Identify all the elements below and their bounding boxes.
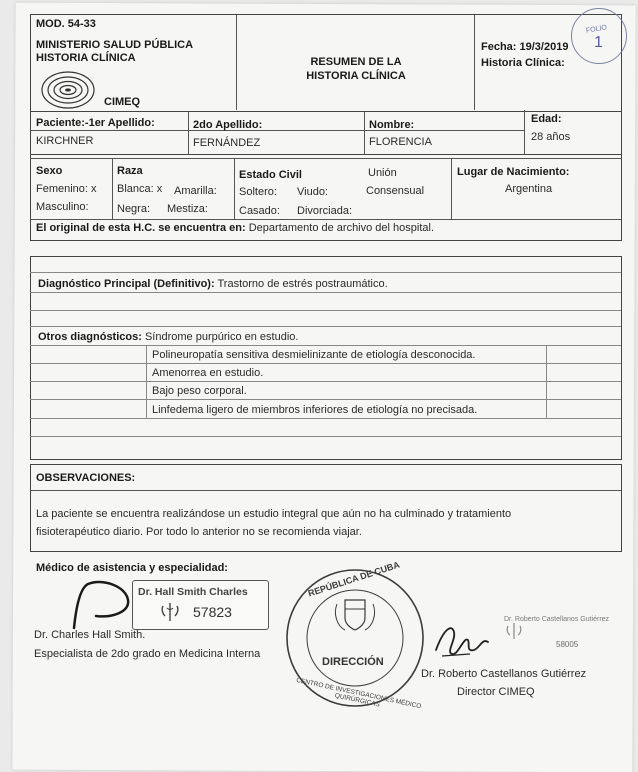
ministry-name: MINISTERIO SALUD PÚBLICA — [36, 39, 194, 51]
record-type: HISTORIA CLÍNICA — [36, 52, 136, 64]
civil-widowed: Viudo: — [297, 186, 328, 198]
age-label: Edad: — [531, 113, 562, 125]
doctor-stamp-name: Dr. Hall Smith Charles — [138, 586, 248, 598]
doctor-specialty: Especialista de 2do grado en Medicina Interna — [34, 648, 261, 660]
doc-title — [240, 55, 472, 83]
folio-number: 1 — [594, 34, 603, 51]
doc-title-line2: HISTORIA CLÍNICA — [306, 70, 406, 82]
director-name: Dr. Roberto Castellanos Gutiérrez — [421, 668, 587, 680]
seal-center-text: DIRECCIÓN — [322, 656, 384, 668]
director-stamp-icon — [504, 622, 524, 640]
sex-label: Sexo — [36, 165, 63, 177]
other-diagnosis-item: Amenorrea en estudio. — [152, 367, 264, 379]
record-number-field: Historia Clínica: — [481, 57, 565, 69]
main-diagnosis-label: Diagnóstico Principal (Definitivo): — [38, 278, 215, 290]
main-diagnosis-value: Trastorno de estrés postraumático. — [217, 278, 388, 290]
name-value: FLORENCIA — [369, 136, 432, 148]
sex-male: Masculino: — [36, 201, 89, 213]
seal-side-text: CENTRO DE INVESTIGACIONES MÉDICO QUIRÚRGICAS — [295, 676, 422, 711]
surname1-label: Paciente:-1er Apellido: — [36, 117, 155, 129]
logo-label: CIMEQ — [104, 96, 141, 108]
observations-line1: La paciente se encuentra realizándose un estudio integral que aún no ha culminado y tratamiento — [36, 508, 512, 520]
other-diagnosis-item: Polineuropatía sensitiva desmielinizante de etiología desconocida. — [152, 349, 476, 361]
attending-physician-label: Médico de asistencia y especialidad: — [36, 562, 228, 574]
director-stamp-number: 58005 — [556, 640, 579, 649]
observations-line2: fisioterapéutico diario. Por todo lo anterior no se recomienda viajar. — [36, 526, 362, 538]
name-label: Nombre: — [369, 119, 415, 131]
main-diagnosis — [38, 278, 388, 290]
director-stamp-name: Dr. Roberto Castellanos Gutiérrez — [504, 616, 610, 623]
form-code: MOD. 54-33 — [36, 18, 96, 30]
civil-status-label: Estado Civil — [239, 169, 302, 181]
observations-label: OBSERVACIONES: — [36, 472, 136, 484]
surname2-value: FERNÁNDEZ — [193, 137, 261, 149]
other-diagnoses — [38, 331, 298, 343]
race-yellow: Amarilla: — [174, 185, 217, 197]
caduceus-icon — [158, 602, 182, 622]
seal-top-text: REPÚBLICA DE CUBA — [306, 559, 401, 599]
date-field: Fecha: 19/3/2019 — [481, 41, 569, 53]
race-mixed: Mestiza: — [167, 203, 208, 215]
original-location-label: El original de esta H.C. se encuentra en: — [36, 222, 246, 234]
race-label: Raza — [117, 165, 143, 177]
director-signature-icon — [430, 618, 496, 664]
civil-single: Soltero: — [239, 186, 277, 198]
doctor-signature-icon — [66, 578, 136, 630]
race-black: Negra: — [117, 203, 151, 215]
birthplace-label: Lugar de Nacimiento: — [457, 166, 570, 178]
doc-title-line1: RESUMEN DE LA — [310, 56, 402, 68]
civil-married: Casado: — [239, 205, 280, 217]
doctor-stamp-number: 57823 — [193, 604, 232, 620]
other-diagnosis-item: Bajo peso corporal. — [152, 385, 247, 397]
cimeq-logo-icon — [40, 68, 96, 110]
sex-female: Femenino: x — [36, 183, 97, 195]
doctor-name: Dr. Charles Hall Smith. — [34, 629, 146, 641]
civil-union-line1: Unión — [368, 167, 397, 179]
other-diagnosis-item: Linfedema ligero de miembros inferiores de etiología no precisada. — [152, 404, 478, 416]
original-location-value: Departamento de archivo del hospital. — [248, 222, 435, 234]
age-value: 28 años — [531, 131, 571, 143]
birthplace-value: Argentina — [505, 183, 553, 195]
race-white: Blanca: x — [117, 183, 163, 195]
original-location — [36, 222, 434, 234]
surname2-label: 2do Apellido: — [193, 119, 263, 131]
surname1-value: KIRCHNER — [36, 135, 94, 147]
director-title: Director CIMEQ — [457, 686, 535, 698]
other-diagnosis-item: Síndrome purpúrico en estudio. — [144, 331, 299, 343]
civil-union-line2: Consensual — [366, 185, 425, 197]
folio-stamp-label: FOLIO — [585, 24, 608, 35]
civil-divorced: Divorciada: — [297, 205, 353, 217]
other-diagnoses-label: Otros diagnósticos: — [38, 331, 142, 343]
